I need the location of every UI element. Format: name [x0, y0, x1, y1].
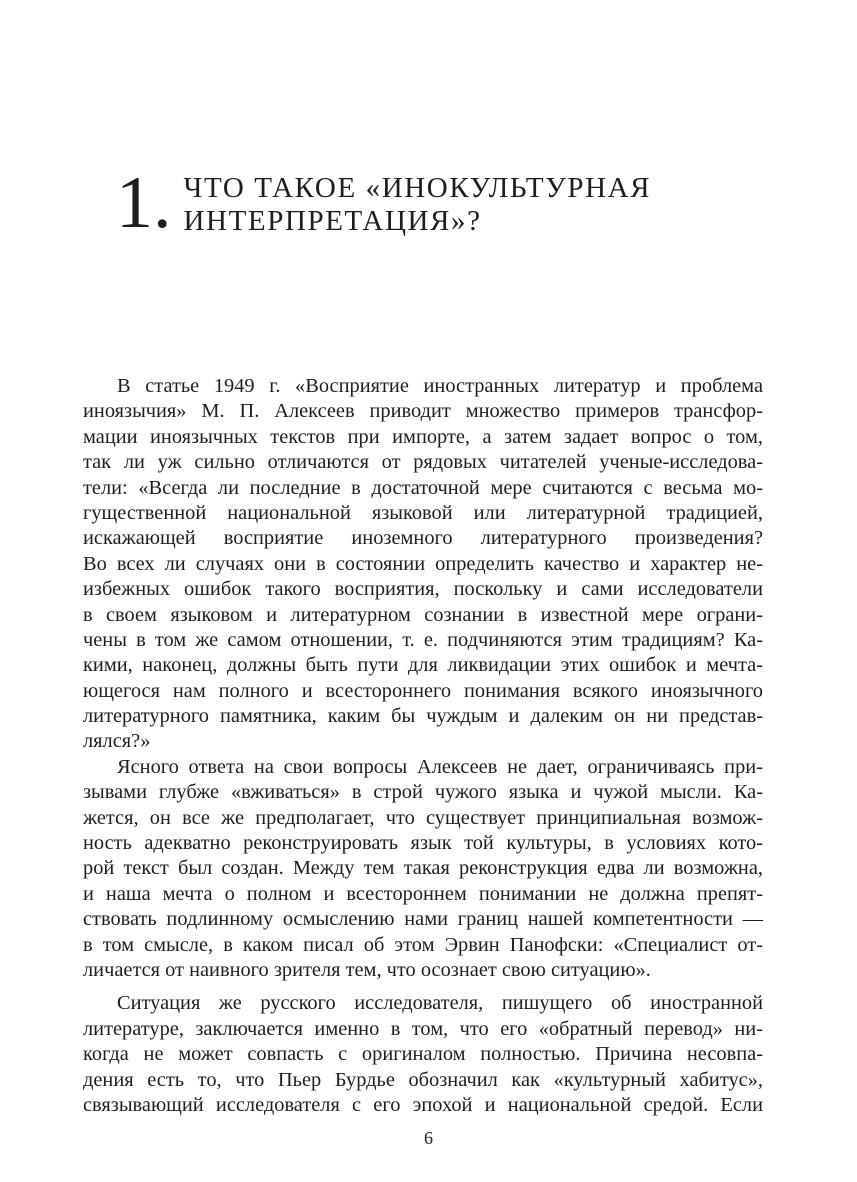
- text-line: в своем языковом и литературном сознании в известной мере ограни-: [83, 603, 763, 626]
- text-line: зывами глубже «вживаться» в строй чужого языка и чужой мысли. Ка-: [83, 781, 763, 804]
- text-line: рой текст был создан. Между тем такая реконструкция едва ли возможна,: [83, 857, 763, 880]
- text-line: лялся?»: [83, 730, 151, 753]
- text-line: жется, он все же предполагает, что существует принципиальная возмож-: [83, 806, 763, 829]
- text-line: кими, наконец, должны быть пути для ликвидации этих ошибок и мечта-: [83, 654, 763, 677]
- chapter-title-line: ЧТО ТАКОЕ «ИНОКУЛЬТУРНАЯ: [183, 172, 652, 204]
- paragraph-gap: [83, 983, 763, 991]
- text-line: литературного памятника, каким бы чуждым и далеким он ни представ-: [83, 705, 763, 728]
- text-line: Во всех ли случаях они в состоянии определить качество и характер не-: [83, 552, 763, 575]
- text-line: личается от наивного зрителя тем, что осознает свою ситуацию».: [83, 958, 651, 981]
- paragraph: [83, 374, 763, 755]
- text-line: связывающий исследователя с его эпохой и национальной средой. Если: [83, 1093, 763, 1116]
- text-line: избежных ошибок такого восприятия, поскольку и сами исследователи: [83, 578, 763, 601]
- text-line: когда не может совпасть с оригиналом полностью. Причина несовпа-: [83, 1043, 763, 1066]
- text-line: так ли уж сильно отличаются от рядовых читателей ученые-исследова-: [83, 451, 763, 474]
- paragraph: [83, 755, 763, 984]
- body-text: [83, 374, 763, 1118]
- text-line: в том смысле, в каком писал об этом Эрвин Панофски: «Специалист от-: [83, 933, 763, 956]
- chapter-title-line: ИНТЕРПРЕТАЦИЯ»?: [183, 205, 482, 237]
- text-line: В статье 1949 г. «Восприятие иностранных литератур и проблема: [117, 375, 763, 397]
- text-line: и наша мечта о полном и всестороннем понимании не должна препят-: [83, 882, 763, 905]
- text-line: ствовать подлинному осмыслению нами границ нашей компетентности —: [83, 908, 763, 931]
- text-line: Ситуация же русского исследователя, пишущего об иностранной: [117, 992, 763, 1015]
- text-line: ющегося нам полного и всестороннего понимания всякого иноязычного: [83, 679, 763, 702]
- text-line: тели: «Всегда ли последние в достаточной мере считаются с весьма мо-: [83, 476, 763, 499]
- chapter-heading: [116, 162, 652, 244]
- text-line: мации иноязычных текстов при импорте, а затем задает вопрос о том,: [83, 425, 763, 448]
- paragraph: [83, 991, 763, 1118]
- text-line: иноязычия» М. П. Алексеев приводит множество примеров трансфор-: [83, 400, 763, 423]
- text-line: гущественной национальной языковой или литературной традицией,: [83, 501, 763, 524]
- text-line: чены в том же самом отношении, т. е. подчиняются этим традициям? Ка-: [83, 628, 763, 651]
- text-line: искажающей восприятие иноземного литературного произведения?: [83, 527, 763, 550]
- text-line: Ясного ответа на свои вопросы Алексеев не дает, ограничиваясь при-: [117, 755, 763, 778]
- text-line: дения есть то, что Пьер Бурдье обозначил как «культурный хабитус»,: [83, 1068, 763, 1091]
- text-line: ность адекватно реконструировать язык той культуры, в условиях кото-: [83, 832, 763, 855]
- chapter-number: 1.: [116, 162, 172, 244]
- chapter-title: [184, 166, 652, 238]
- page-number: 6: [424, 1128, 433, 1148]
- chapter-number-dot: .: [153, 162, 172, 244]
- text-line: литературе, заключается именно в том, что его «обратный перевод» ни-: [83, 1017, 763, 1040]
